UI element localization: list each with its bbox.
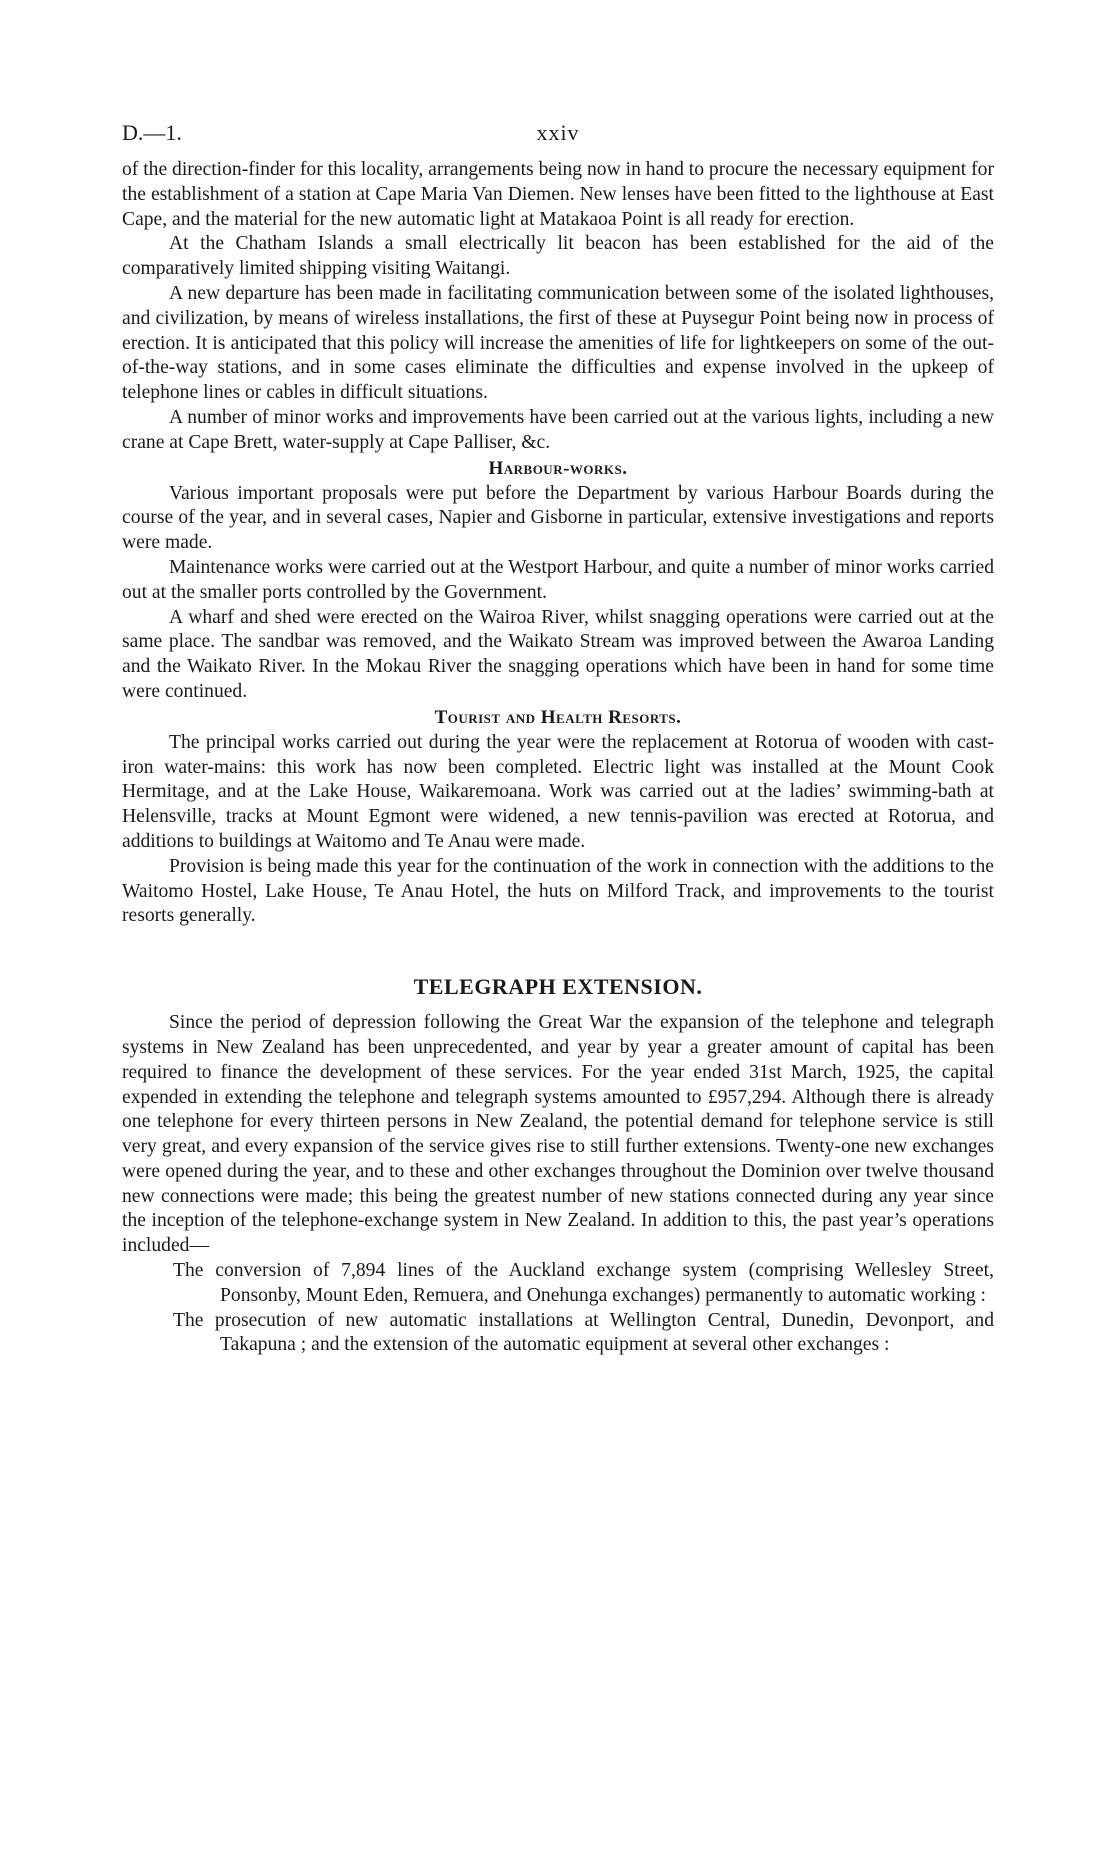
section-title: TELEGRAPH EXTENSION. <box>413 974 703 1000</box>
paragraph: A number of minor works and improvements have been carried out at the various lights, including a new crane at Cape Brett, water-supply at Cape Palliser, &c. <box>122 406 994 453</box>
list-item: The conversion of 7,894 lines of the Auckland exchange system (comprising Wellesley Street, Ponsonby, Mount Eden, Remuera, and Onehunga exchanges) permanently to automatic working : <box>173 1260 994 1306</box>
paragraph: Maintenance works were carried out at the Westport Harbour, and quite a number of minor works carried out at the smaller ports controlled by the Government. <box>122 556 994 603</box>
section-heading: Harbour-works. <box>488 457 628 479</box>
paragraph: A wharf and shed were erected on the Wairoa River, whilst snagging operations were carried out at the same place. The sandbar was removed, and the Waikato Stream was improved between the Awaroa Landing and the Waikato River. In the Mokau River the snagging operations which have been in hand for some time were continued. <box>122 606 994 702</box>
paragraph: of the direction-finder for this locality, arrangements being now in hand to procure the necessary equipment for the establishment of a station at Cape Maria Van Diemen. New lenses have been fitted to the lighthouse at East Cape, and the material for the new automatic light at Matakaoa Point is all ready for erection. <box>122 159 994 230</box>
page-number: xxiv <box>536 120 580 145</box>
section-heading: Tourist and Health Resorts. <box>434 706 682 728</box>
body-text <box>122 158 994 1358</box>
paragraph: Various important proposals were put before the Department by various Harbour Boards during the course of the year, and in several cases, Napier and Gisborne in particular, extensive investigations and reports were made. <box>122 482 994 554</box>
paragraph: The principal works carried out during the year were the replacement at Rotorua of wooden with cast-iron water-mains: this work has now been completed. Electric light was installed at the Mount Cook Hermitage, and at the Lake House, Waikaremoana. Work was carried out at the ladies’ swimming-bath at Helensville, tracks at Mount Egmont were widened, a new tennis-pavilion was erected at Rotorua, and additions to buildings at Waitomo and Te Anau were made. <box>122 731 994 852</box>
document-page <box>122 120 994 1358</box>
paragraph: Since the period of depression following the Great War the expansion of the telephone and telegraph systems in New Zealand has been unprecedented, and year by year a greater amount of capital has been required to finance the development of these services. For the year ended 31st March, 1925, the capital expended in extending the telephone and telegraph systems amounted to £957,294. Although there is already one telephone for every thirteen persons in New Zealand, the potential demand for telephone service is still very great, and every expansion of the service gives rise to still further extensions. Twenty-one new exchanges were opened during the year, and to these and other exchanges throughout the Dominion over twelve thousand new connections were made; this being the greatest number of new stations connected during any year since the inception of the telephone-exchange system in New Zealand. In addition to this, the past year’s operations included— <box>122 1012 994 1257</box>
paragraph: A new departure has been made in facilitating communication between some of the isolated lighthouses, and civilization, by means of wireless installations, the first of these at Puysegur Point being now in process of erection. It is anticipated that this policy will increase the amenities of life for lightkeepers on some of the out-of-the-way stations, and in some cases eliminate the difficulties and expense involved in the upkeep of telephone lines or cables in difficult situations. <box>122 282 994 404</box>
running-head <box>122 120 994 150</box>
paragraph: At the Chatham Islands a small electrically lit beacon has been established for the aid of the comparatively limited shipping visiting Waitangi. <box>122 233 994 280</box>
document-reference: D.—1. <box>122 120 182 145</box>
paragraph: Provision is being made this year for the continuation of the work in connection with the additions to the Waitomo Hostel, Lake House, Te Anau Hotel, the huts on Milford Track, and improvements to the tourist resorts generally. <box>122 855 994 927</box>
list-item: The prosecution of new automatic installations at Wellington Central, Dunedin, Devonport, and Takapuna ; and the extension of the automatic equipment at several other exchanges : <box>173 1309 994 1356</box>
